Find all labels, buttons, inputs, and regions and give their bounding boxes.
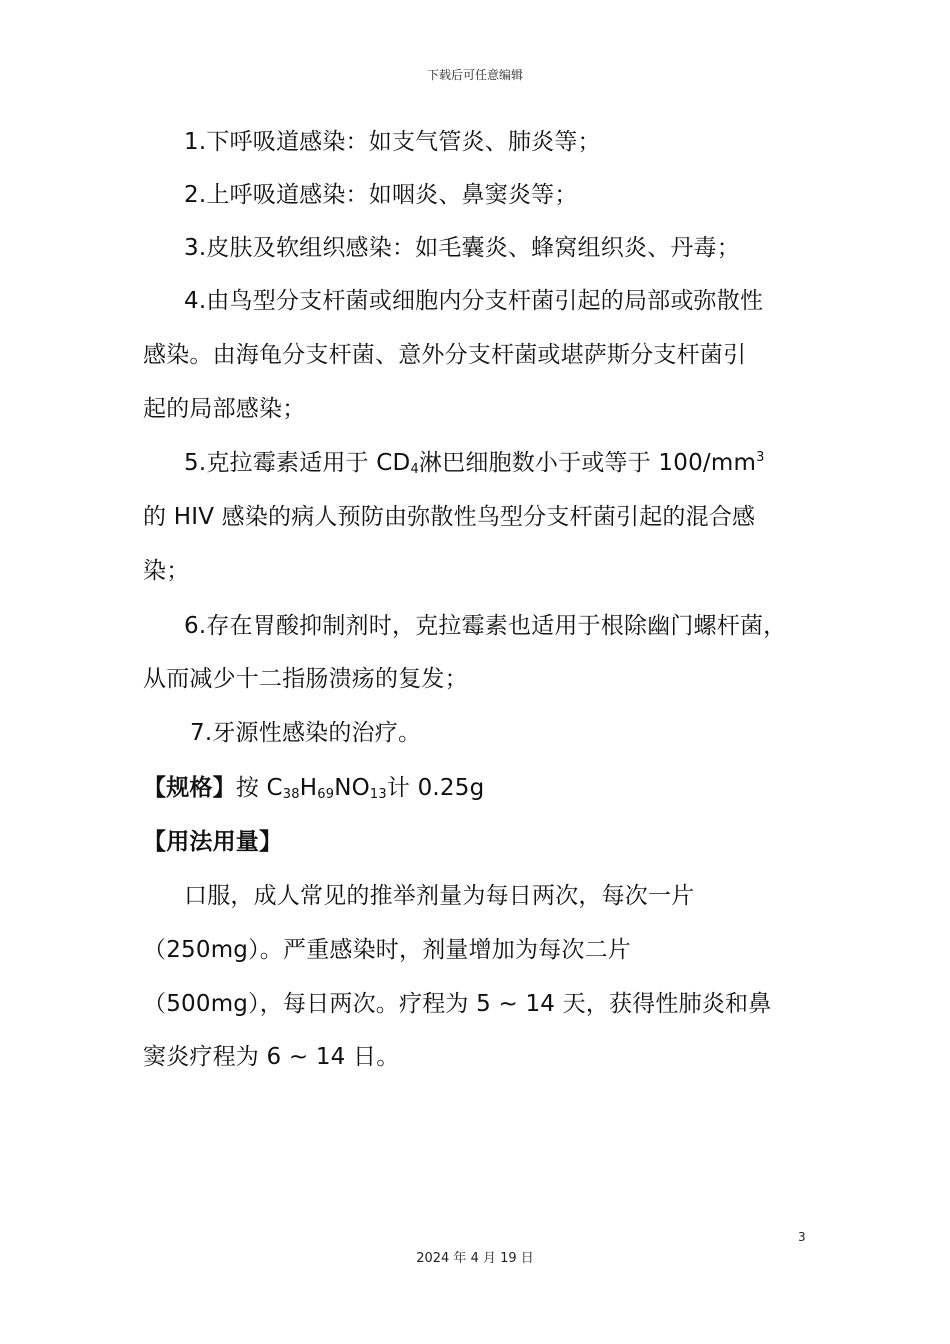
usage-heading: 【用法用量】 [143,829,283,855]
spec-prefix: 按 C [235,775,283,801]
indication-item-7: 7.牙源性感染的治疗。 [190,720,422,746]
indication-item-3: 3.皮肤及软组织感染：如毛囊炎、蜂窝组织炎、丹毒； [184,235,740,261]
usage-line-2: （250mg）。严重感染时，剂量增加为每次二片 [143,937,632,963]
spec-sub-1: 38 [282,787,300,802]
cd4-subscript: 4 [410,462,419,477]
indication-item-4-line-3: 起的局部感染； [143,396,306,422]
item5-text-b: 淋巴细胞数小于或等于 100/mm [418,450,757,476]
spec-heading: 【规格】 [143,775,236,801]
indication-item-5-line-2: 的 HIV 感染的病人预防由弥散性鸟型分支杆菌引起的混合感 [143,504,756,530]
indication-item-4-line-2: 感染。由海龟分支杆菌、意外分支杆菌或堪萨斯分支杆菌引 [143,342,747,368]
usage-line-3: （500mg），每日两次。疗程为 5 ~ 14 天，获得性肺炎和鼻 [143,991,772,1017]
spec-h: H [299,775,318,801]
indication-item-2: 2.上呼吸道感染：如咽炎、鼻窦炎等； [184,182,578,208]
indication-item-5-line-1 [184,448,765,478]
spec-sub-3: 13 [369,787,387,802]
indication-item-6-line-2: 从而减少十二指肠溃疡的复发； [143,666,468,692]
page-header: 下载后可任意编辑 [426,68,523,82]
usage-line-1: 口服，成人常见的推举剂量为每日两次，每次一片 [184,883,695,909]
page-footer-date: 2024 年 4 月 19 日 [416,1251,534,1266]
indication-item-4-line-1: 4.由鸟型分支杆菌或细胞内分支杆菌引起的局部或弥散性 [184,288,764,314]
indication-item-5-line-3: 染； [143,558,190,584]
page-number: 3 [798,1230,806,1244]
mm3-superscript: 3 [756,450,765,465]
spec-sub-2: 69 [317,787,335,802]
spec-suffix: 计 0.25g [386,775,485,801]
spec-line [143,773,484,803]
spec-no: NO [334,775,370,801]
item5-text-a: 5.克拉霉素适用于 CD [184,450,411,476]
indication-item-6-line-1: 6.存在胃酸抑制剂时，克拉霉素也适用于根除幽门螺杆菌， [184,613,787,639]
usage-line-4: 窦炎疗程为 6 ~ 14 日。 [143,1044,400,1070]
indication-item-1: 1.下呼吸道感染：如支气管炎、肺炎等； [184,129,601,155]
